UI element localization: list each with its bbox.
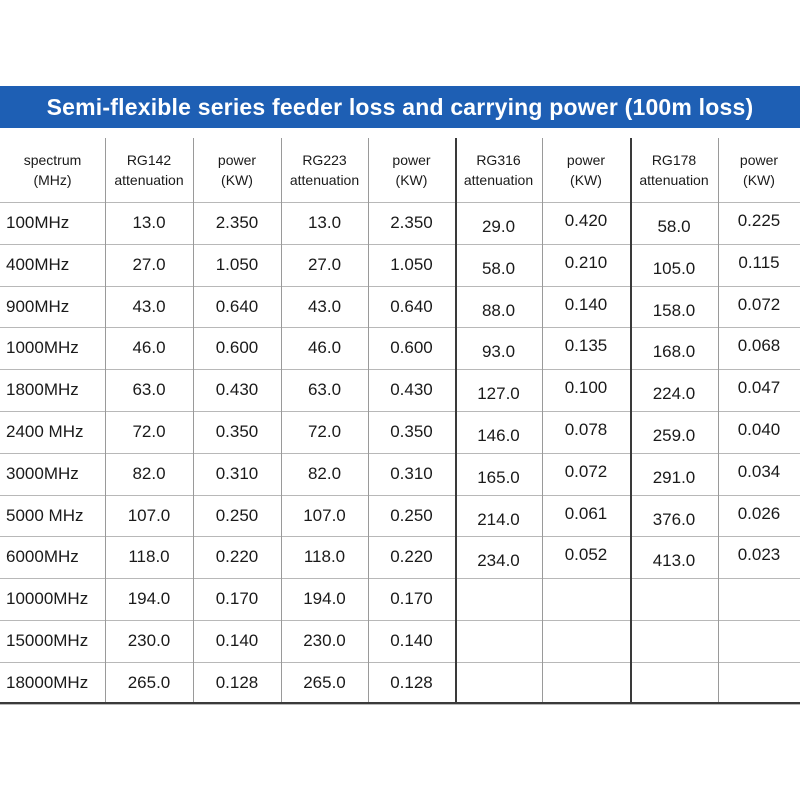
value-cell: 118.0 — [128, 547, 170, 566]
table-title: Semi-flexible series feeder loss and carrying power (100m loss) — [46, 93, 754, 120]
value-cell: 165.0 — [477, 468, 520, 487]
value-cell: 46.0 — [307, 338, 342, 357]
value-cell: 0.640 — [215, 297, 259, 316]
value-cell: 118.0 — [303, 547, 346, 566]
value-cell: 0.420 — [564, 211, 608, 230]
value-cell: 43.0 — [132, 297, 166, 316]
column-header — [718, 138, 800, 202]
value-cell: 0.220 — [215, 547, 259, 566]
frequency-cell: 6000MHz — [6, 547, 79, 566]
table-bottom-rule — [0, 702, 800, 704]
frequency-cell: 900MHz — [6, 297, 70, 316]
value-cell: 63.0 — [132, 380, 166, 399]
value-cell: 0.115 — [738, 253, 780, 272]
value-cell: 0.128 — [390, 673, 433, 692]
value-cell: 46.0 — [132, 338, 166, 357]
value-cell: 105.0 — [652, 259, 696, 278]
value-cell: 0.170 — [390, 589, 433, 608]
value-cell: 1.050 — [390, 255, 433, 274]
value-cell: 0.052 — [564, 545, 608, 564]
column-header-line: attenuation — [114, 172, 184, 188]
column-header-line: (KW) — [570, 172, 602, 188]
value-cell: 376.0 — [652, 510, 696, 529]
column-header — [193, 138, 281, 202]
value-cell: 0.430 — [215, 380, 259, 399]
column-header-line: (KW) — [743, 172, 775, 188]
value-cell: 58.0 — [481, 259, 516, 278]
value-cell: 0.072 — [564, 462, 608, 481]
value-cell: 72.0 — [132, 422, 166, 441]
frequency-cell: 5000 MHz — [6, 506, 84, 525]
value-cell: 0.140 — [215, 631, 259, 650]
value-cell: 0.078 — [564, 420, 608, 439]
value-cell: 0.072 — [737, 295, 781, 314]
value-cell: 265.0 — [127, 673, 171, 692]
column-header-line: attenuation — [289, 172, 360, 188]
value-cell: 58.0 — [657, 217, 691, 236]
value-cell: 43.0 — [307, 297, 342, 316]
value-cell: 0.250 — [390, 506, 433, 525]
frequency-cell: 400MHz — [6, 255, 70, 274]
value-cell: 0.100 — [564, 378, 608, 397]
frequency-cell: 3000MHz — [6, 464, 79, 483]
column-header — [455, 138, 542, 202]
value-cell: 0.140 — [390, 631, 433, 650]
value-cell: 0.310 — [390, 464, 433, 483]
value-cell: 194.0 — [127, 589, 171, 608]
value-cell: 0.026 — [737, 504, 781, 523]
column-header — [281, 138, 368, 202]
value-cell: 29.0 — [481, 217, 516, 236]
value-cell: 0.220 — [390, 547, 433, 566]
column-header-line: (KW) — [395, 172, 428, 188]
value-cell: 2.350 — [390, 213, 433, 232]
value-cell: 13.0 — [132, 213, 166, 232]
value-cell: 224.0 — [652, 384, 696, 403]
value-cell: 0.350 — [215, 422, 259, 441]
column-header-line: power — [217, 152, 257, 168]
value-cell — [542, 660, 630, 702]
frequency-cell: 100MHz — [6, 213, 70, 232]
value-cell — [455, 582, 542, 624]
value-cell: 2.350 — [215, 213, 259, 232]
frequency-cell: 1000MHz — [6, 338, 79, 357]
value-cell: 27.0 — [307, 255, 342, 274]
value-cell: 0.068 — [737, 336, 781, 355]
value-cell: 127.0 — [477, 384, 520, 403]
value-cell: 0.640 — [390, 297, 433, 316]
value-cell: 107.0 — [303, 506, 346, 525]
column-header — [368, 138, 455, 202]
column-header-line: RG223 — [302, 152, 347, 168]
value-cell: 0.135 — [564, 336, 608, 355]
value-cell: 27.0 — [132, 255, 166, 274]
column-header — [630, 138, 718, 202]
value-cell — [630, 624, 718, 666]
column-header-line: (KW) — [221, 172, 253, 188]
feeder-loss-table — [0, 138, 800, 704]
value-cell: 0.250 — [215, 506, 259, 525]
value-cell: 158.0 — [652, 301, 696, 320]
frequency-cell: 1800MHz — [6, 380, 79, 399]
column-header-line: (MHz) — [33, 172, 72, 188]
value-cell: 107.0 — [127, 506, 171, 525]
column-header-line: power — [566, 152, 606, 168]
value-cell — [718, 576, 800, 618]
value-cell: 291.0 — [652, 468, 696, 487]
value-cell: 0.023 — [737, 545, 781, 564]
column-header-line: RG316 — [476, 152, 521, 168]
column-header-line: attenuation — [639, 172, 709, 188]
value-cell — [718, 618, 800, 660]
column-header-line: attenuation — [463, 172, 534, 188]
value-cell: 168.0 — [652, 342, 696, 361]
value-cell: 0.040 — [737, 420, 781, 439]
value-cell: 0.128 — [215, 673, 259, 692]
value-cell: 0.350 — [390, 422, 433, 441]
value-cell: 194.0 — [303, 589, 346, 608]
value-cell — [630, 582, 718, 624]
column-header-line: spectrum — [23, 152, 82, 168]
value-cell: 0.061 — [564, 504, 608, 523]
table-title-banner — [0, 86, 800, 128]
value-cell: 0.310 — [215, 464, 259, 483]
value-cell: 88.0 — [481, 301, 516, 320]
value-cell: 0.600 — [390, 338, 433, 357]
value-cell: 13.0 — [307, 213, 342, 232]
value-cell: 0.047 — [737, 378, 781, 397]
value-cell: 230.0 — [127, 631, 171, 650]
value-cell: 234.0 — [477, 551, 520, 570]
value-cell: 146.0 — [477, 426, 520, 445]
frequency-cell: 15000MHz — [6, 631, 89, 650]
value-cell: 82.0 — [307, 464, 342, 483]
value-cell: 0.140 — [564, 295, 608, 314]
value-cell: 82.0 — [132, 464, 166, 483]
column-header-line: RG142 — [126, 152, 172, 168]
frequency-cell: 10000MHz — [6, 589, 89, 608]
value-cell: 413.0 — [652, 551, 696, 570]
value-cell: 230.0 — [303, 631, 346, 650]
value-cell: 72.0 — [307, 422, 342, 441]
column-header — [105, 138, 193, 202]
column-header — [0, 138, 105, 202]
value-cell: 0.430 — [390, 380, 433, 399]
column-header-line: RG178 — [651, 152, 697, 168]
value-cell — [542, 618, 630, 660]
value-cell: 93.0 — [481, 342, 516, 361]
value-cell: 265.0 — [303, 673, 346, 692]
column-header-line: power — [739, 152, 779, 168]
value-cell: 214.0 — [477, 510, 520, 529]
frequency-cell: 2400 MHz — [6, 422, 84, 441]
frequency-cell: 18000MHz — [6, 673, 89, 692]
value-cell: 0.210 — [564, 253, 608, 272]
value-cell: 1.050 — [215, 255, 259, 274]
value-cell: 0.034 — [737, 462, 781, 481]
value-cell: 0.600 — [215, 338, 259, 357]
value-cell — [455, 624, 542, 666]
column-header — [542, 138, 630, 202]
column-header-line: power — [392, 152, 431, 168]
value-cell — [718, 660, 800, 702]
value-cell — [542, 576, 630, 618]
value-cell: 63.0 — [307, 380, 342, 399]
value-cell: 0.225 — [737, 211, 781, 230]
value-cell: 259.0 — [652, 426, 696, 445]
value-cell: 0.170 — [215, 589, 259, 608]
